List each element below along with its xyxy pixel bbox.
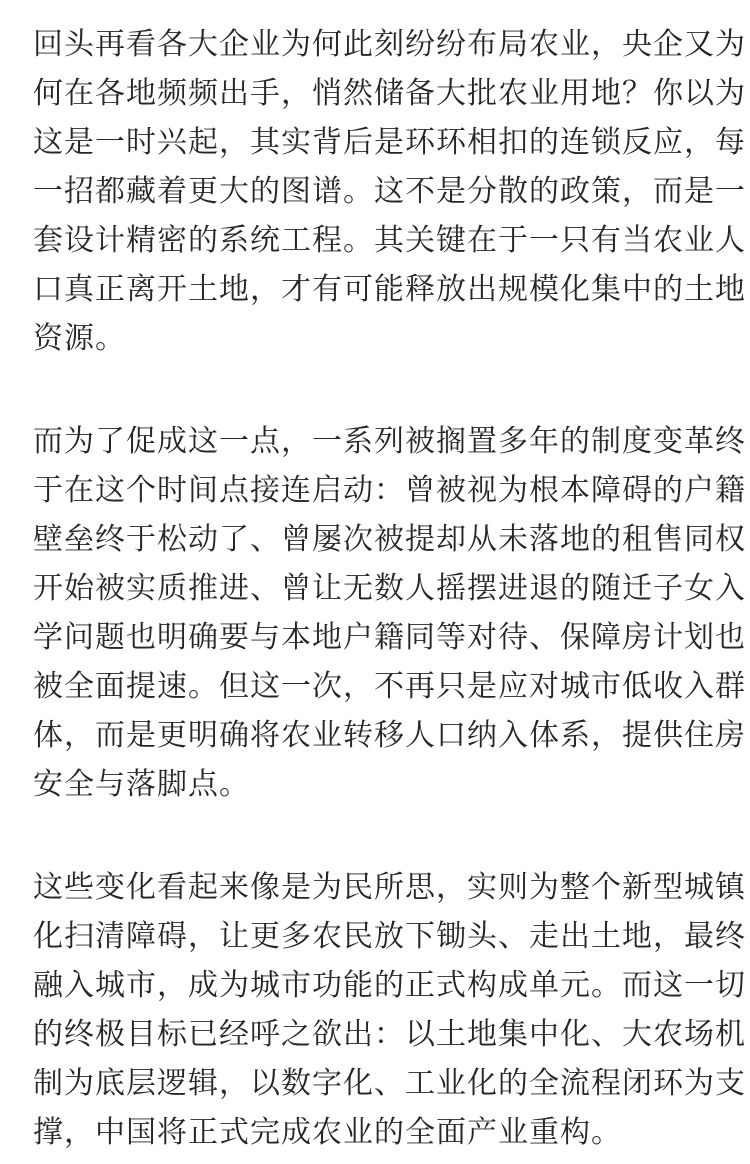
paragraph-line: 撑，中国将正式完成农业的全面产业重构。 <box>33 1115 622 1150</box>
paragraph-line: 融入城市，成为城市功能的正式构成单元。而这一切 <box>33 968 746 1003</box>
paragraph-line: 学问题也明确要与本地户籍同等对待、保障房计划也 <box>33 620 746 655</box>
paragraph-line: 一招都藏着更大的图谱。这不是分散的政策，而是一 <box>33 174 746 209</box>
paragraph-3 <box>33 863 746 1157</box>
paragraph-line: 这些变化看起来像是为民所思，实则为整个新型城镇 <box>33 870 746 905</box>
paragraph-line: 安全与落脚点。 <box>33 767 250 802</box>
paragraph-line: 壁垒终于松动了、曾屡次被提却从未落地的租售同权 <box>33 522 746 557</box>
paragraph-line: 套设计精密的系统工程。其关键在于一只有当农业人 <box>33 223 746 258</box>
paragraph-line: 被全面提速。但这一次，不再只是应对城市低收入群 <box>33 669 746 704</box>
paragraph-line: 化扫清障碍，让更多农民放下锄头、走出土地，最终 <box>33 919 746 954</box>
paragraph-line: 的终极目标已经呼之欲出：以土地集中化、大农场机 <box>33 1017 746 1052</box>
paragraph-line: 于在这个时间点接连启动：曾被视为根本障碍的户籍 <box>33 473 746 508</box>
paragraph-line: 这是一时兴起，其实背后是环环相扣的连锁反应，每 <box>33 125 746 160</box>
paragraph-line: 回头再看各大企业为何此刻纷纷布局农业，央企又为 <box>33 27 746 62</box>
paragraph-line: 而为了促成这一点，一系列被搁置多年的制度变革终 <box>33 424 746 459</box>
paragraph-spacer <box>33 363 719 417</box>
paragraph-line: 体，而是更明确将农业转移人口纳入体系，提供住房 <box>33 718 746 753</box>
paragraph-2 <box>33 417 746 809</box>
paragraph-line: 制为底层逻辑，以数字化、工业化的全流程闭环为支 <box>33 1066 746 1101</box>
paragraph-spacer <box>33 809 719 863</box>
paragraph-line: 何在各地频频出手，悄然储备大批农业用地？你以为 <box>33 76 746 111</box>
paragraph-line: 口真正离开土地，才有可能释放出规模化集中的土地 <box>33 272 746 307</box>
paragraph-1 <box>33 20 746 363</box>
paragraph-line: 资源。 <box>33 321 126 356</box>
article-body <box>33 20 746 1157</box>
paragraph-line: 开始被实质推进、曾让无数人摇摆进退的随迁子女入 <box>33 571 746 606</box>
